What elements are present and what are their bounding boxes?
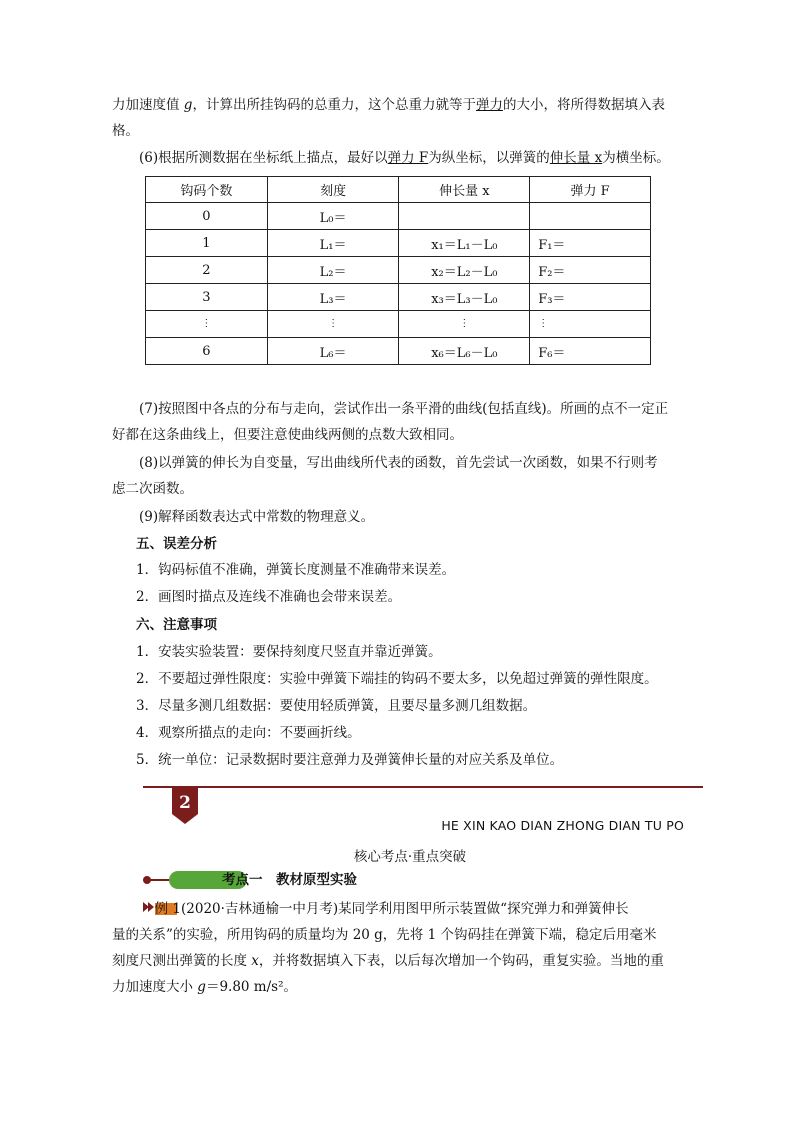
table-row <box>146 284 651 311</box>
section-divider <box>143 786 703 788</box>
badge-number: 2 <box>179 793 191 813</box>
table-cell: L₆＝ <box>267 338 399 365</box>
list-item: 5．统一单位：记录数据时要注意弹力及弹簧伸长量的对应关系及单位。 <box>136 752 564 768</box>
text: (7)按照图中各点的分布与走向，尝试作出一条平滑的曲线(包括直线)。所画的点不一定正 <box>139 401 669 417</box>
table-cell: ⋮ <box>399 311 530 338</box>
paragraph-step7 <box>112 396 672 448</box>
table-header: 弹力 F <box>530 177 651 203</box>
table-cell: F₁＝ <box>530 230 651 257</box>
table-cell: x₃＝L₃－L₀ <box>399 284 530 311</box>
list-item: 2．画图时描点及连线不准确也会带来误差。 <box>136 589 402 605</box>
table-cell: 1 <box>146 230 268 257</box>
list-item: 4．观察所描点的走向：不要画折线。 <box>136 725 361 741</box>
table-cell <box>530 203 651 230</box>
underlined-term: 弹力 F <box>387 150 429 166</box>
table-cell: L₃＝ <box>267 284 399 311</box>
table-cell: ⋮ <box>530 311 651 338</box>
section-number-badge <box>172 788 198 824</box>
list-item: 1．安装实验装置：要保持刻度尺竖直并靠近弹簧。 <box>136 644 442 660</box>
section-heading-notes: 六、注意事项 <box>136 617 217 633</box>
marker-line <box>149 879 171 881</box>
table-row <box>146 311 651 338</box>
data-table <box>145 176 651 365</box>
example-1-paragraph <box>112 896 672 1000</box>
section-heading-error-analysis: 五、误差分析 <box>136 536 217 552</box>
table-row <box>146 230 651 257</box>
section-title: 核心考点·重点突破 <box>353 849 467 865</box>
text: ，并将数据填入下表，以后每次增加一个钩码，重复实验。当地的重 <box>258 953 664 969</box>
symbol-g: g <box>197 979 206 995</box>
text: ＝9.80 m/s²。 <box>205 979 297 995</box>
table-cell: L₀＝ <box>267 203 399 230</box>
paragraph-gravity <box>112 92 672 144</box>
text: 量的关系”的实验，所用钩码的质量均为 20 g，先将 1 个钩码挂在弹簧下端，稳定后用毫米 <box>112 927 657 943</box>
table-cell: 6 <box>146 338 268 365</box>
kaodian-heading: 考点一 教材原型实验 <box>222 872 357 888</box>
table-header: 刻度 <box>267 177 399 203</box>
list-item: 3．尽量多测几组数据：要使用轻质弹簧，且要尽量多测几组数据。 <box>136 698 537 714</box>
text: 力加速度值 <box>112 97 184 113</box>
section-pinyin: HE XIN KAO DIAN ZHONG DIAN TU PO <box>441 818 684 833</box>
table-row <box>146 257 651 284</box>
text: (2020·吉林通榆一中月考)某同学利用图甲所示装置做“探究弹力和弹簧伸长 <box>181 901 629 917</box>
table-cell <box>399 203 530 230</box>
table-header: 伸长量 x <box>399 177 530 203</box>
list-item: 2．不要超过弹性限度：实验中弹簧下端挂的钩码不要太多，以免超过弹簧的弹性限度。 <box>136 671 658 687</box>
list-item: 1．钩码标值不准确，弹簧长度测量不准确带来误差。 <box>136 562 456 578</box>
underlined-term: 弹力 <box>475 97 503 113</box>
table-cell: ⋮ <box>146 311 268 338</box>
text: 虑二次函数。 <box>112 481 193 497</box>
table-cell: 0 <box>146 203 268 230</box>
paragraph-step9: (9)解释函数表达式中常数的物理意义。 <box>139 509 375 525</box>
underlined-term: 伸长量 x <box>549 150 603 166</box>
table-cell: 3 <box>146 284 268 311</box>
table-cell: x₆＝L₆－L₀ <box>399 338 530 365</box>
table-cell: F₃＝ <box>530 284 651 311</box>
text: 为纵坐标，以弹簧的 <box>428 150 550 166</box>
table-cell: L₂＝ <box>267 257 399 284</box>
text: 刻度尺测出弹簧的长度 <box>112 953 252 969</box>
table-header-row <box>146 177 651 203</box>
text: 的大小，将所得数据填入表 <box>502 97 665 113</box>
table-cell: x₂＝L₂－L₀ <box>399 257 530 284</box>
text: 好都在这条曲线上，但要注意使曲线两侧的点数大致相同。 <box>112 427 463 443</box>
table-row <box>146 203 651 230</box>
table-row <box>146 338 651 365</box>
table-cell: 2 <box>146 257 268 284</box>
table-cell: L₁＝ <box>267 230 399 257</box>
text: (6)根据所测数据在坐标纸上描点，最好以 <box>139 150 388 166</box>
paragraph-step6 <box>112 145 672 171</box>
table-header: 钩码个数 <box>146 177 268 203</box>
text: ，计算出所挂钩码的总重力，这个总重力就等于 <box>192 97 476 113</box>
symbol-x: x <box>251 953 259 969</box>
table-cell: ⋮ <box>267 311 399 338</box>
paragraph-step8 <box>112 450 672 502</box>
text: (8)以弹簧的伸长为自变量，写出曲线所代表的函数，首先尝试一次函数，如果不行则考 <box>139 455 658 471</box>
table-cell: x₁＝L₁－L₀ <box>399 230 530 257</box>
example-label: 例 1 <box>154 901 181 917</box>
symbol-g: g <box>183 97 193 113</box>
text: 格。 <box>112 123 139 139</box>
text: 为横坐标。 <box>602 150 670 166</box>
text: 力加速度大小 <box>112 979 198 995</box>
table-cell: F₂＝ <box>530 257 651 284</box>
table-cell: F₆＝ <box>530 338 651 365</box>
